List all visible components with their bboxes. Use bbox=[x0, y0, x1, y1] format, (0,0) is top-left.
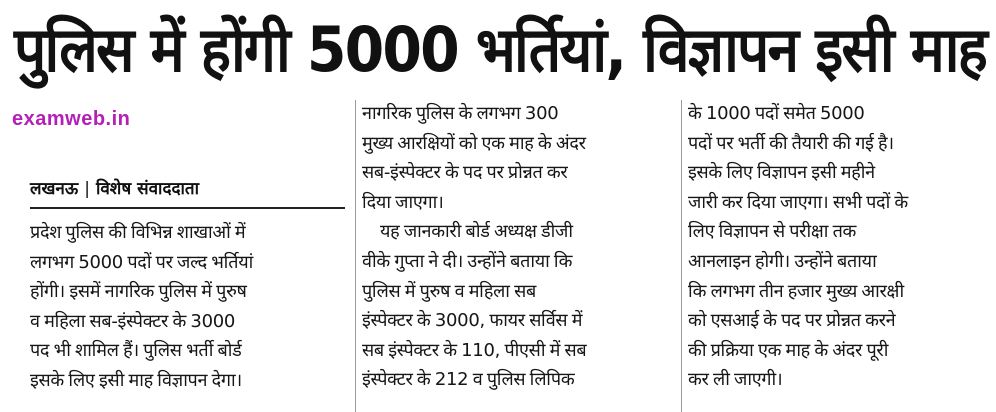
text-line: लिए विज्ञापन से परीक्षा तक bbox=[688, 221, 857, 243]
text-line: प्रदेश पुलिस की विभिन्न शाखाओं में bbox=[30, 222, 246, 243]
text-line: पद भी शामिल हैं। पुलिस भर्ती बोर्ड bbox=[30, 340, 242, 362]
text-line: पुलिस में पुरुष व महिला सब bbox=[362, 280, 536, 302]
text-line: इसके लिए विज्ञापन इसी महीने bbox=[688, 162, 875, 184]
text-line: जारी कर दिया जाएगा। सभी पदों के bbox=[688, 191, 908, 213]
article-column-3 bbox=[688, 99, 988, 395]
article-column-2 bbox=[362, 99, 680, 395]
text-line: कि लगभग तीन हजार मुख्य आरक्षी bbox=[688, 280, 904, 302]
text-line: दिया जाएगा। bbox=[362, 191, 444, 213]
byline-author: विशेष संवाददाता bbox=[95, 179, 200, 199]
article-column-1 bbox=[30, 218, 348, 396]
text-line: सब-इंस्पेक्टर के पद पर प्रोन्नत कर bbox=[362, 162, 568, 184]
text-line: इंस्पेक्टर के 3000, फायर सर्विस में bbox=[362, 310, 583, 332]
text-line: की प्रक्रिया एक माह के अंदर पूरी bbox=[688, 339, 889, 361]
byline-rule bbox=[30, 207, 345, 209]
text-line: कर ली जाएगी। bbox=[688, 369, 783, 391]
byline-separator: | bbox=[84, 179, 90, 199]
text-line: इंस्पेक्टर के 212 व पुलिस लिपिक bbox=[362, 369, 575, 391]
text-line: सब इंस्पेक्टर के 110, पीएसी में सब bbox=[362, 339, 587, 361]
text-line: मुख्य आरक्षियों को एक माह के अंदर bbox=[362, 132, 586, 154]
text-line: लगभग 5000 पदों पर जल्द भर्तियां bbox=[30, 251, 254, 273]
text-line: यह जानकारी बोर्ड अध्यक्ष डीजी bbox=[380, 221, 573, 243]
text-line: के 1000 पदों समेत 5000 bbox=[688, 103, 865, 124]
column-divider bbox=[681, 100, 682, 412]
text-line: आनलाइन होगी। उन्होंने बताया bbox=[688, 250, 877, 272]
text-line: नागरिक पुलिस के लगभग 300 bbox=[362, 103, 559, 124]
column-divider bbox=[355, 100, 356, 412]
text-line: व महिला सब-इंस्पेक्टर के 3000 bbox=[30, 310, 236, 332]
headline: पुलिस में होंगी 5000 भर्तियां, विज्ञापन इसी माह bbox=[14, 13, 987, 86]
byline bbox=[30, 176, 350, 199]
text-line: पदों पर भर्ती की तैयारी की गई है। bbox=[688, 132, 894, 154]
text-line: वीके गुप्ता ने दी। उन्होंने बताया कि bbox=[362, 250, 573, 272]
watermark-text: examweb.in bbox=[12, 108, 131, 130]
text-line: इसके लिए इसी माह विज्ञापन देगा। bbox=[30, 369, 242, 391]
text-line: होंगी। इसमें नागरिक पुलिस में पुरुष bbox=[30, 281, 247, 303]
text-line: को एसआई के पद पर प्रोन्नत करने bbox=[688, 310, 896, 332]
byline-place: लखनऊ bbox=[30, 179, 79, 199]
